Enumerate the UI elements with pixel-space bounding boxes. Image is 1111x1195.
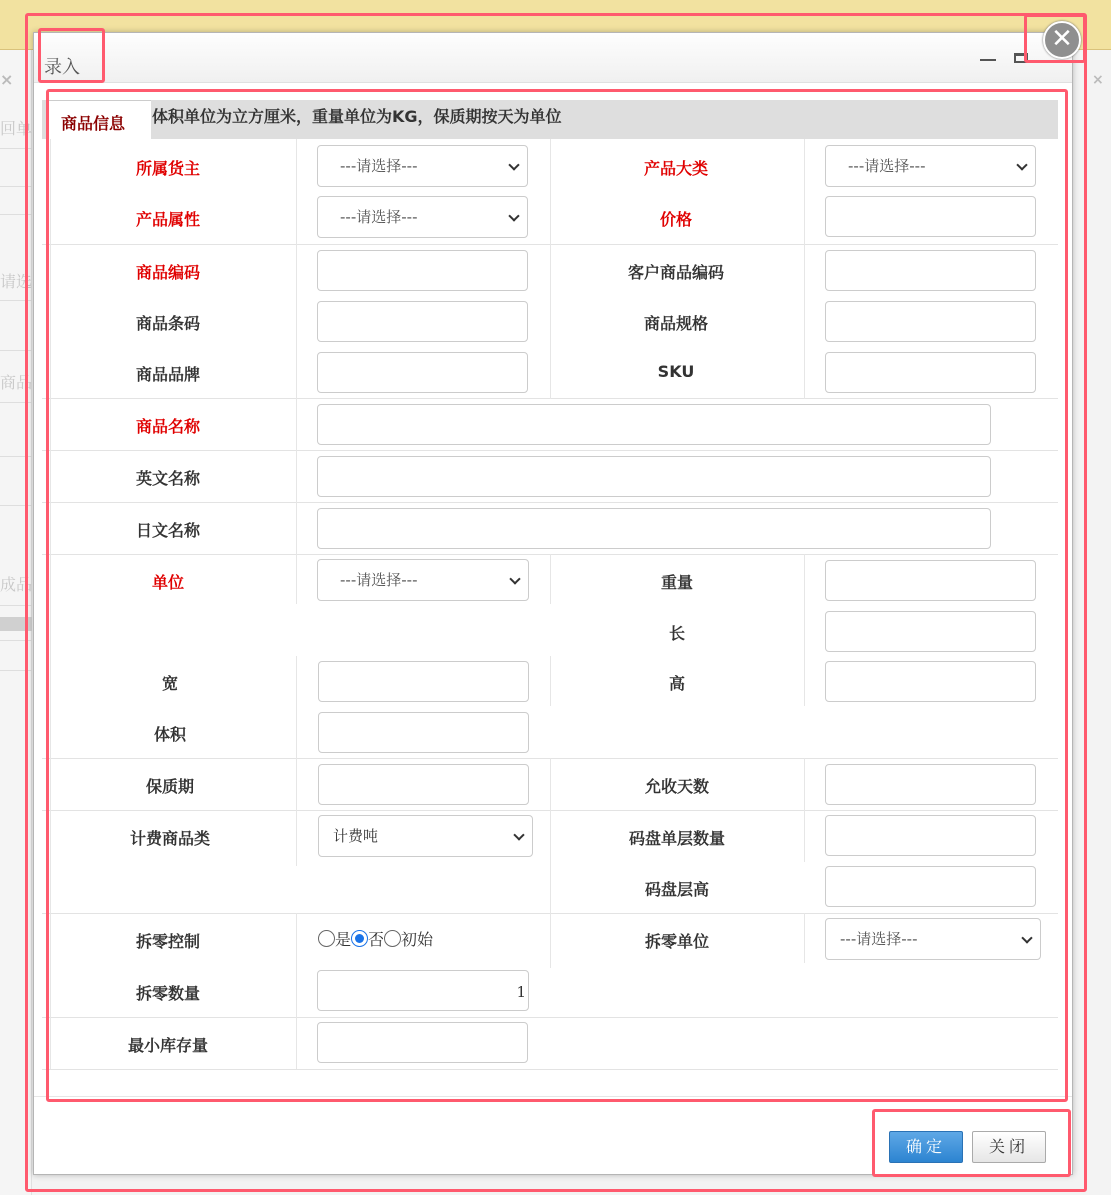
volume-input[interactable] (318, 712, 529, 753)
pallet-layers-input[interactable] (825, 866, 1036, 907)
label-japanese-name: 日文名称 (135, 521, 201, 540)
customer-code-input[interactable] (825, 250, 1036, 291)
japanese-name-input[interactable] (317, 508, 991, 549)
split-qty-input[interactable]: 1 (317, 970, 529, 1011)
label-volume: 体积 (153, 725, 187, 744)
english-name-input[interactable] (317, 456, 991, 497)
label-weight: 重量 (660, 573, 694, 592)
label-unit: 单位 (151, 573, 185, 592)
label-attribute: 产品属性 (135, 210, 201, 229)
label-sku: SKU (657, 362, 695, 381)
receive-days-input[interactable] (825, 764, 1036, 805)
label-receive-days: 允收天数 (644, 777, 710, 796)
label-pallet-layers: 码盘层高 (644, 880, 710, 899)
background-close-icon: × (1092, 72, 1104, 88)
label-category: 产品大类 (643, 159, 709, 178)
unit-note: 体积单位为立方厘米，重量单位为KG，保质期按天为单位 (152, 107, 562, 126)
tab-product-info[interactable] (48, 100, 151, 139)
label-brand: 商品品牌 (135, 365, 201, 384)
background-text: 回单 (0, 119, 32, 138)
label-english-name: 英文名称 (135, 469, 201, 488)
radio-no-label: 否 (368, 930, 385, 949)
shelf-life-input[interactable] (318, 764, 529, 805)
label-split-control: 拆零控制 (135, 932, 201, 951)
dialog-titlebar[interactable] (34, 33, 1072, 83)
background-text: 成品 (0, 575, 32, 594)
maximize-icon[interactable] (1014, 53, 1028, 63)
split-control-radio-group (318, 927, 433, 950)
label-split-unit: 拆零单位 (644, 932, 710, 951)
price-input[interactable] (825, 196, 1036, 237)
product-name-input[interactable] (317, 404, 991, 445)
pallet-layer-qty-input[interactable] (825, 815, 1036, 856)
product-form (42, 100, 1058, 1070)
label-split-qty: 拆零数量 (135, 984, 201, 1003)
brand-input[interactable] (317, 352, 528, 393)
label-spec: 商品规格 (643, 314, 709, 333)
attribute-select[interactable]: ---请选择--- (317, 196, 528, 238)
background-text: 请选 (0, 272, 32, 291)
label-min-stock: 最小库存量 (127, 1036, 209, 1055)
radio-no[interactable] (351, 930, 368, 947)
label-length: 长 (668, 624, 686, 643)
close-icon[interactable]: ✕ (1043, 21, 1081, 59)
tab-label: 商品信息 (61, 114, 126, 133)
label-width: 宽 (161, 674, 179, 693)
radio-initial[interactable] (384, 930, 401, 947)
min-stock-input[interactable] (317, 1022, 528, 1063)
radio-yes[interactable] (318, 930, 335, 947)
dialog-title: 录入 (44, 57, 80, 78)
label-shelf-life: 保质期 (145, 777, 195, 796)
height-input[interactable] (825, 661, 1036, 702)
cancel-button[interactable]: 关闭 (972, 1131, 1046, 1163)
label-billing-category: 计费商品类 (129, 829, 211, 848)
owner-select[interactable]: ---请选择--- (317, 145, 528, 187)
background-close-icon: × (0, 70, 14, 89)
radio-initial-label: 初始 (401, 930, 434, 949)
spec-input[interactable] (825, 301, 1036, 342)
label-product-code: 商品编码 (135, 263, 201, 282)
label-customer-code: 客户商品编码 (627, 263, 725, 282)
form-header (42, 100, 1058, 139)
label-height: 高 (668, 674, 686, 693)
sku-input[interactable] (825, 352, 1036, 393)
minimize-icon[interactable] (980, 59, 996, 61)
confirm-button[interactable]: 确定 (889, 1131, 963, 1163)
background-sidebar (0, 50, 32, 1195)
unit-select[interactable]: ---请选择--- (317, 559, 529, 601)
weight-input[interactable] (825, 560, 1036, 601)
barcode-input[interactable] (317, 301, 528, 342)
length-input[interactable] (825, 611, 1036, 652)
label-owner: 所属货主 (135, 159, 201, 178)
label-price: 价格 (659, 210, 693, 229)
label-barcode: 商品条码 (135, 314, 201, 333)
billing-category-select[interactable]: 计费吨 (318, 815, 533, 857)
width-input[interactable] (318, 661, 529, 702)
label-product-name: 商品名称 (135, 417, 201, 436)
product-code-input[interactable] (317, 250, 528, 291)
background-text: 商品 (0, 373, 32, 392)
label-pallet-layer-qty: 码盘单层数量 (628, 829, 726, 848)
category-select[interactable]: ---请选择--- (825, 145, 1036, 187)
split-unit-select[interactable]: ---请选择--- (825, 918, 1041, 960)
radio-yes-label: 是 (335, 930, 352, 949)
